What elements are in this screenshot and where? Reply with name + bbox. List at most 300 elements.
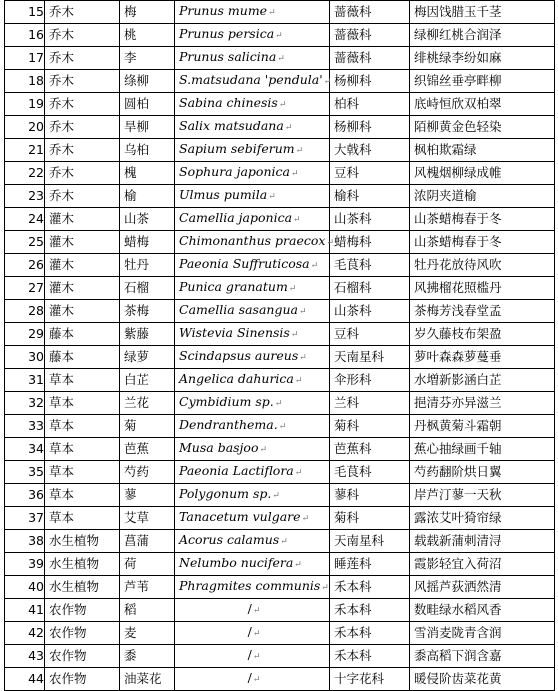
verse-text: 山茶蜡梅春于冬 bbox=[414, 234, 502, 249]
verse-cell bbox=[410, 254, 555, 277]
family-text: 禾本科 bbox=[334, 579, 372, 594]
row-number-text: 33 bbox=[28, 418, 44, 433]
plant-name-cell bbox=[120, 484, 175, 507]
latin-name-text: S.matsudana 'pendula' bbox=[179, 72, 323, 87]
table-row bbox=[5, 461, 555, 484]
plant-type-text: 乔木 bbox=[49, 4, 75, 19]
family-text: 杨柳科 bbox=[334, 73, 372, 88]
row-number-text: 38 bbox=[28, 533, 44, 548]
plant-name-cell bbox=[120, 116, 175, 139]
family-text: 兰科 bbox=[334, 395, 360, 410]
plant-type-text: 草本 bbox=[49, 418, 75, 433]
latin-name-text: Polygonum sp. bbox=[179, 486, 272, 501]
plant-name-text: 石榴 bbox=[124, 280, 150, 295]
row-number-cell bbox=[5, 668, 45, 691]
cell-end-mark: ↵ bbox=[252, 606, 261, 616]
table-row bbox=[5, 668, 555, 691]
verse-cell bbox=[410, 24, 555, 47]
plant-name-text: 蜡梅 bbox=[124, 234, 150, 249]
table-row bbox=[5, 162, 555, 185]
verse-text: 绯桃绿李纷如麻 bbox=[414, 50, 502, 65]
verse-text: 岸芦汀蓼一天秋 bbox=[414, 487, 502, 502]
row-number-cell bbox=[5, 254, 45, 277]
latin-name-cell bbox=[175, 1, 330, 24]
plant-name-text: 菖蒲 bbox=[124, 533, 150, 548]
plant-type-text: 乔木 bbox=[49, 119, 75, 134]
family-text: 蔷薇科 bbox=[334, 27, 372, 42]
plant-type-text: 农作物 bbox=[49, 671, 87, 686]
plant-name-cell bbox=[120, 277, 175, 300]
family-text: 毛茛科 bbox=[334, 257, 372, 272]
cell-end-mark: ↵ bbox=[293, 215, 301, 225]
verse-cell bbox=[410, 47, 555, 70]
family-text: 蔷薇科 bbox=[334, 50, 372, 65]
plant-type-cell bbox=[45, 438, 120, 461]
row-number-cell bbox=[5, 346, 45, 369]
row-number-cell bbox=[5, 208, 45, 231]
row-number-text: 21 bbox=[28, 142, 44, 157]
row-number-text: 35 bbox=[28, 464, 44, 479]
verse-text: 丹枫黄菊斗霜朝 bbox=[414, 418, 502, 433]
plant-name-text: 麦 bbox=[124, 625, 137, 640]
plant-name-cell bbox=[120, 323, 175, 346]
plant-type-cell bbox=[45, 1, 120, 24]
row-number-cell bbox=[5, 507, 45, 530]
plant-name-cell bbox=[120, 622, 175, 645]
row-number-cell bbox=[5, 415, 45, 438]
row-number-text: 27 bbox=[28, 280, 44, 295]
family-cell bbox=[330, 369, 410, 392]
plant-name-cell bbox=[120, 47, 175, 70]
plant-name-text: 艾草 bbox=[124, 510, 150, 525]
plant-table bbox=[4, 0, 555, 691]
row-number-cell bbox=[5, 277, 45, 300]
plant-name-cell bbox=[120, 438, 175, 461]
plant-type-cell bbox=[45, 622, 120, 645]
cell-end-mark: ↵ bbox=[252, 629, 261, 639]
family-cell bbox=[330, 461, 410, 484]
verse-text: 织锦丝垂亭畔柳 bbox=[414, 73, 502, 88]
latin-name-text: Camellia sasangua bbox=[179, 302, 298, 317]
row-number-text: 32 bbox=[28, 395, 44, 410]
latin-name-cell bbox=[175, 346, 330, 369]
family-cell bbox=[330, 47, 410, 70]
latin-name-cell bbox=[175, 461, 330, 484]
cell-end-mark: ↵ bbox=[252, 652, 261, 662]
verse-text: 风摇芦荻洒然清 bbox=[414, 579, 502, 594]
latin-name-text: Tanacetum vulgare bbox=[179, 509, 301, 524]
table-row bbox=[5, 277, 555, 300]
row-number-text: 18 bbox=[28, 73, 44, 88]
plant-type-text: 灌木 bbox=[49, 280, 75, 295]
table-row bbox=[5, 139, 555, 162]
cell-end-mark: ↵ bbox=[274, 399, 283, 409]
row-number-text: 24 bbox=[28, 211, 44, 226]
verse-text: 浓阴夹道榆 bbox=[414, 188, 477, 203]
row-number-cell bbox=[5, 1, 45, 24]
latin-name-text: Chimonanthus praecox bbox=[179, 233, 326, 248]
family-text: 禾本科 bbox=[334, 602, 372, 617]
latin-name-cell bbox=[175, 392, 330, 415]
family-text: 天南星科 bbox=[334, 349, 385, 364]
plant-type-cell bbox=[45, 415, 120, 438]
latin-name-cell bbox=[175, 599, 330, 622]
latin-name-text: Camellia japonica bbox=[179, 210, 293, 225]
family-text: 豆科 bbox=[334, 326, 360, 341]
family-text: 芭蕉科 bbox=[334, 441, 372, 456]
latin-name-text: / bbox=[247, 670, 252, 685]
plant-type-text: 农作物 bbox=[49, 648, 87, 663]
plant-type-text: 乔木 bbox=[49, 142, 75, 157]
verse-text: 茶梅芳浅春堂孟 bbox=[414, 303, 502, 318]
family-text: 伞形科 bbox=[334, 372, 372, 387]
family-cell bbox=[330, 24, 410, 47]
plant-name-text: 李 bbox=[124, 50, 137, 65]
plant-type-text: 乔木 bbox=[49, 73, 75, 88]
plant-table-body bbox=[5, 1, 555, 691]
table-row bbox=[5, 93, 555, 116]
latin-name-cell bbox=[175, 185, 330, 208]
plant-name-text: 芦苇 bbox=[124, 579, 150, 594]
family-cell bbox=[330, 622, 410, 645]
family-text: 蜡梅科 bbox=[334, 234, 372, 249]
family-text: 菊科 bbox=[334, 510, 360, 525]
plant-type-cell bbox=[45, 208, 120, 231]
latin-name-text: / bbox=[247, 624, 252, 639]
cell-end-mark: ↵ bbox=[310, 261, 319, 271]
family-cell bbox=[330, 1, 410, 24]
plant-name-text: 白芷 bbox=[124, 372, 150, 387]
latin-name-cell bbox=[175, 484, 330, 507]
cell-end-mark: ↵ bbox=[275, 31, 283, 41]
plant-type-cell bbox=[45, 668, 120, 691]
latin-name-cell bbox=[175, 70, 330, 93]
verse-text: 底峙恒欣双柏翠 bbox=[414, 96, 502, 111]
plant-name-text: 绿萝 bbox=[124, 349, 150, 364]
family-cell bbox=[330, 415, 410, 438]
plant-type-text: 农作物 bbox=[49, 602, 87, 617]
latin-name-text: Musa basjoo bbox=[179, 440, 259, 455]
plant-name-cell bbox=[120, 576, 175, 599]
plant-type-cell bbox=[45, 392, 120, 415]
family-cell bbox=[330, 346, 410, 369]
cell-end-mark: ↵ bbox=[299, 353, 307, 363]
verse-text: 风拂榴花照槛丹 bbox=[414, 280, 502, 295]
latin-name-cell bbox=[175, 139, 330, 162]
row-number-text: 20 bbox=[28, 119, 44, 134]
row-number-text: 40 bbox=[28, 579, 44, 594]
row-number-text: 36 bbox=[28, 487, 44, 502]
latin-name-text: Phragmites communis bbox=[179, 578, 321, 593]
family-cell bbox=[330, 645, 410, 668]
verse-text: 风槐烟柳绿成帷 bbox=[414, 165, 502, 180]
row-number-text: 25 bbox=[28, 234, 44, 249]
row-number-text: 23 bbox=[28, 188, 44, 203]
plant-type-cell bbox=[45, 346, 120, 369]
cell-end-mark: ↵ bbox=[259, 445, 268, 455]
family-text: 柏科 bbox=[334, 96, 360, 111]
latin-name-text: Acorus calamus bbox=[179, 532, 280, 547]
family-cell bbox=[330, 438, 410, 461]
plant-name-cell bbox=[120, 254, 175, 277]
latin-name-text: Nelumbo nucifera bbox=[179, 555, 294, 570]
plant-name-text: 紫藤 bbox=[124, 326, 150, 341]
latin-name-text: Angelica dahurica bbox=[179, 371, 294, 386]
plant-name-cell bbox=[120, 599, 175, 622]
latin-name-cell bbox=[175, 438, 330, 461]
latin-name-cell bbox=[175, 369, 330, 392]
verse-cell bbox=[410, 599, 555, 622]
family-cell bbox=[330, 392, 410, 415]
row-number-text: 44 bbox=[28, 671, 44, 686]
cell-end-mark: ↵ bbox=[272, 491, 280, 501]
plant-type-text: 乔木 bbox=[49, 165, 75, 180]
verse-cell bbox=[410, 507, 555, 530]
table-row bbox=[5, 208, 555, 231]
plant-name-cell bbox=[120, 553, 175, 576]
row-number-cell bbox=[5, 70, 45, 93]
cell-end-mark: ↵ bbox=[278, 100, 287, 110]
verse-text: 黍高稻下润含嘉 bbox=[414, 648, 502, 663]
verse-cell bbox=[410, 277, 555, 300]
plant-name-text: 芭蕉 bbox=[124, 441, 150, 456]
plant-type-cell bbox=[45, 185, 120, 208]
row-number-cell bbox=[5, 530, 45, 553]
family-text: 天南星科 bbox=[334, 533, 385, 548]
cell-end-mark: ↵ bbox=[326, 238, 335, 248]
plant-type-text: 灌木 bbox=[49, 303, 75, 318]
family-text: 豆科 bbox=[334, 165, 360, 180]
plant-name-cell bbox=[120, 24, 175, 47]
row-number-cell bbox=[5, 185, 45, 208]
cell-end-mark: ↵ bbox=[295, 146, 304, 156]
plant-type-text: 草本 bbox=[49, 487, 75, 502]
row-number-text: 30 bbox=[28, 349, 44, 364]
plant-type-text: 乔木 bbox=[49, 27, 75, 42]
cell-end-mark: ↵ bbox=[323, 77, 332, 87]
verse-text: 露浓艾叶猗帘绿 bbox=[414, 510, 502, 525]
row-number-cell bbox=[5, 162, 45, 185]
row-number-cell bbox=[5, 116, 45, 139]
latin-name-text: / bbox=[247, 647, 252, 662]
row-number-cell bbox=[5, 484, 45, 507]
plant-name-cell bbox=[120, 70, 175, 93]
latin-name-text: Cymbidium sp. bbox=[179, 394, 274, 409]
row-number-text: 43 bbox=[28, 648, 44, 663]
verse-cell bbox=[410, 622, 555, 645]
family-text: 蓼科 bbox=[334, 487, 360, 502]
table-row bbox=[5, 530, 555, 553]
latin-name-text: Scindapsus aureus bbox=[179, 348, 299, 363]
family-cell bbox=[330, 576, 410, 599]
plant-type-text: 藤本 bbox=[49, 326, 75, 341]
plant-type-text: 灌木 bbox=[49, 211, 75, 226]
plant-name-text: 牡丹 bbox=[124, 257, 150, 272]
table-row bbox=[5, 438, 555, 461]
verse-text: 牡丹花放待风吹 bbox=[414, 257, 502, 272]
plant-type-text: 草本 bbox=[49, 395, 75, 410]
row-number-text: 19 bbox=[28, 96, 44, 111]
verse-text: 蕉心抽绿画千轴 bbox=[414, 441, 502, 456]
row-number-cell bbox=[5, 47, 45, 70]
table-row bbox=[5, 300, 555, 323]
cell-end-mark: ↵ bbox=[277, 54, 285, 64]
plant-type-cell bbox=[45, 277, 120, 300]
family-text: 山茶科 bbox=[334, 303, 372, 318]
latin-name-text: Wistevia Sinensis bbox=[179, 325, 290, 340]
verse-text: 绿柳红桃合润泽 bbox=[414, 27, 502, 42]
plant-type-cell bbox=[45, 70, 120, 93]
plant-type-cell bbox=[45, 323, 120, 346]
verse-text: 数畦绿水稻风香 bbox=[414, 602, 502, 617]
plant-name-cell bbox=[120, 415, 175, 438]
cell-end-mark: ↵ bbox=[268, 8, 276, 18]
plant-type-cell bbox=[45, 300, 120, 323]
row-number-text: 22 bbox=[28, 165, 44, 180]
table-row bbox=[5, 1, 555, 24]
verse-cell bbox=[410, 1, 555, 24]
family-cell bbox=[330, 300, 410, 323]
row-number-cell bbox=[5, 323, 45, 346]
row-number-cell bbox=[5, 622, 45, 645]
plant-name-cell bbox=[120, 346, 175, 369]
verse-cell bbox=[410, 300, 555, 323]
row-number-text: 42 bbox=[28, 625, 44, 640]
family-cell bbox=[330, 668, 410, 691]
latin-name-text: Sapium sebiferum bbox=[179, 141, 295, 156]
plant-type-cell bbox=[45, 369, 120, 392]
plant-type-cell bbox=[45, 231, 120, 254]
latin-name-cell bbox=[175, 530, 330, 553]
verse-text: 霞影轻宜入荷沼 bbox=[414, 556, 502, 571]
cell-end-mark: ↵ bbox=[288, 284, 297, 294]
family-text: 菊科 bbox=[334, 418, 360, 433]
verse-cell bbox=[410, 484, 555, 507]
plant-type-cell bbox=[45, 139, 120, 162]
cell-end-mark: ↵ bbox=[284, 123, 293, 133]
verse-cell bbox=[410, 668, 555, 691]
verse-cell bbox=[410, 70, 555, 93]
verse-cell bbox=[410, 208, 555, 231]
plant-type-cell bbox=[45, 93, 120, 116]
plant-name-cell bbox=[120, 645, 175, 668]
row-number-cell bbox=[5, 93, 45, 116]
row-number-text: 31 bbox=[28, 372, 44, 387]
verse-cell bbox=[410, 369, 555, 392]
row-number-text: 28 bbox=[28, 303, 44, 318]
cell-end-mark: ↵ bbox=[321, 583, 329, 593]
table-row bbox=[5, 323, 555, 346]
latin-name-cell bbox=[175, 277, 330, 300]
table-row bbox=[5, 415, 555, 438]
row-number-text: 26 bbox=[28, 257, 44, 272]
row-number-cell bbox=[5, 139, 45, 162]
verse-cell bbox=[410, 231, 555, 254]
family-text: 山茶科 bbox=[334, 211, 372, 226]
plant-type-text: 乔木 bbox=[49, 50, 75, 65]
verse-cell bbox=[410, 392, 555, 415]
table-row bbox=[5, 47, 555, 70]
row-number-text: 39 bbox=[28, 556, 44, 571]
plant-name-text: 桃 bbox=[124, 27, 137, 42]
latin-name-cell bbox=[175, 576, 330, 599]
family-text: 睡莲科 bbox=[334, 556, 372, 571]
row-number-cell bbox=[5, 645, 45, 668]
plant-type-cell bbox=[45, 599, 120, 622]
latin-name-cell bbox=[175, 507, 330, 530]
row-number-cell bbox=[5, 438, 45, 461]
verse-text: 山茶蜡梅春于冬 bbox=[414, 211, 502, 226]
plant-type-text: 水生植物 bbox=[49, 556, 100, 571]
table-row bbox=[5, 254, 555, 277]
cell-end-mark: ↵ bbox=[278, 422, 287, 432]
plant-name-text: 菊 bbox=[124, 418, 137, 433]
cell-end-mark: ↵ bbox=[294, 376, 303, 386]
verse-cell bbox=[410, 645, 555, 668]
table-row bbox=[5, 392, 555, 415]
plant-name-cell bbox=[120, 507, 175, 530]
plant-type-text: 水生植物 bbox=[49, 533, 100, 548]
family-cell bbox=[330, 93, 410, 116]
plant-name-text: 茶梅 bbox=[124, 303, 150, 318]
latin-name-cell bbox=[175, 93, 330, 116]
table-row bbox=[5, 346, 555, 369]
plant-name-text: 荷 bbox=[124, 556, 137, 571]
plant-type-cell bbox=[45, 645, 120, 668]
plant-name-cell bbox=[120, 185, 175, 208]
plant-name-cell bbox=[120, 208, 175, 231]
table-row bbox=[5, 553, 555, 576]
cell-end-mark: ↵ bbox=[294, 468, 303, 478]
verse-text: 雪消麦陇青含润 bbox=[414, 625, 502, 640]
row-number-cell bbox=[5, 369, 45, 392]
plant-type-text: 草本 bbox=[49, 464, 75, 479]
row-number-text: 29 bbox=[28, 326, 44, 341]
family-text: 毛茛科 bbox=[334, 464, 372, 479]
family-cell bbox=[330, 208, 410, 231]
verse-cell bbox=[410, 162, 555, 185]
plant-type-cell bbox=[45, 254, 120, 277]
table-row bbox=[5, 70, 555, 93]
cell-end-mark: ↵ bbox=[298, 307, 307, 317]
table-row bbox=[5, 231, 555, 254]
verse-text: 陌柳黄金色轻染 bbox=[414, 119, 502, 134]
plant-name-text: 芍药 bbox=[124, 464, 150, 479]
plant-type-cell bbox=[45, 116, 120, 139]
plant-name-text: 圆柏 bbox=[124, 96, 150, 111]
row-number-text: 41 bbox=[28, 602, 44, 617]
plant-name-text: 绦柳 bbox=[124, 73, 150, 88]
row-number-cell bbox=[5, 461, 45, 484]
verse-text: 芍药翻阶烘日翼 bbox=[414, 464, 502, 479]
verse-cell bbox=[410, 93, 555, 116]
family-text: 杨柳科 bbox=[334, 119, 372, 134]
row-number-text: 37 bbox=[28, 510, 44, 525]
family-cell bbox=[330, 231, 410, 254]
family-cell bbox=[330, 139, 410, 162]
plant-type-text: 水生植物 bbox=[49, 579, 100, 594]
family-cell bbox=[330, 530, 410, 553]
verse-text: 岁久藤枝布架盈 bbox=[414, 326, 502, 341]
table-row bbox=[5, 507, 555, 530]
latin-name-text: Prunus persica bbox=[179, 26, 275, 41]
family-text: 十字花科 bbox=[334, 671, 385, 686]
latin-name-cell bbox=[175, 116, 330, 139]
latin-name-cell bbox=[175, 300, 330, 323]
plant-name-cell bbox=[120, 392, 175, 415]
verse-text: 挹清芬亦异滋兰 bbox=[414, 395, 502, 410]
row-number-cell bbox=[5, 392, 45, 415]
